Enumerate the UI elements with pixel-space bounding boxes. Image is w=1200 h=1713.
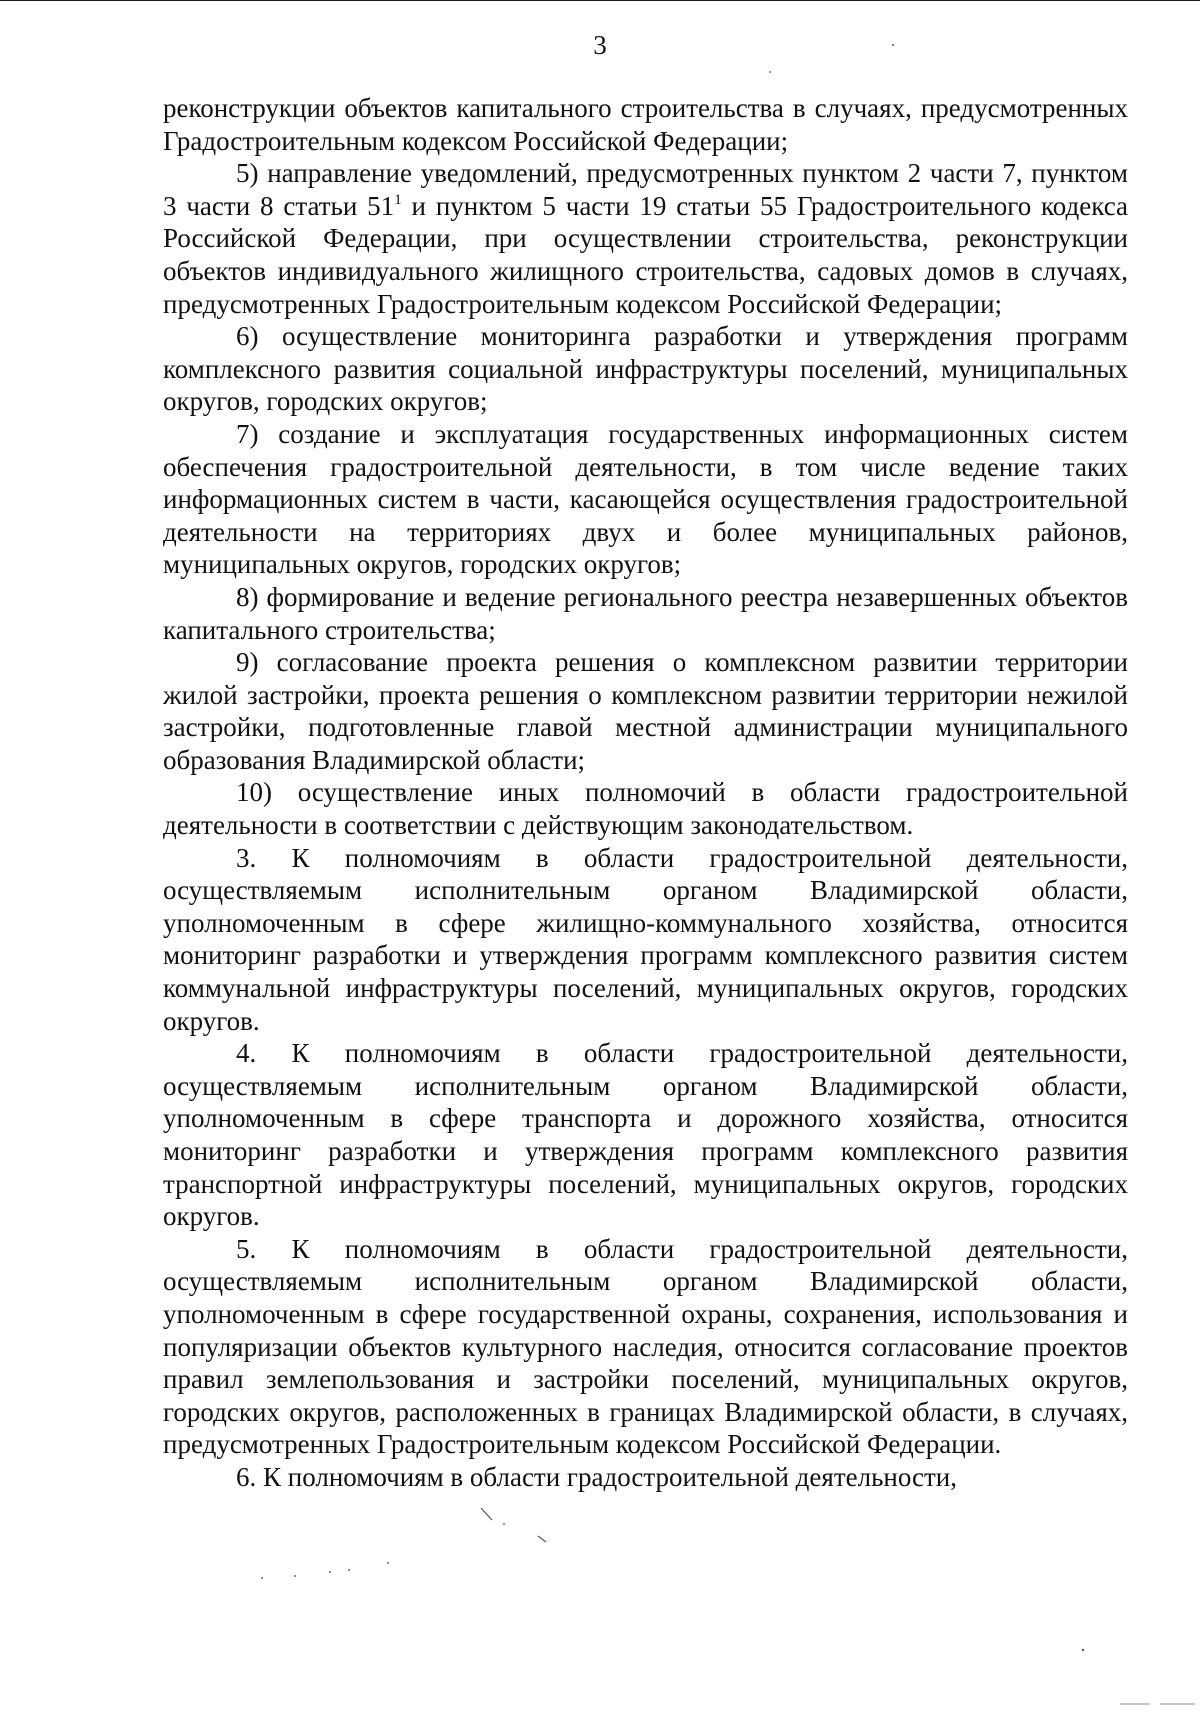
paragraph-section-6: 6. К полномочиям в области градостроительной деятельности, <box>236 1461 957 1492</box>
page-number: 3 <box>593 30 607 60</box>
paragraph-section-3: 3. К полномочиям в области градостроительной деятельности, осуществляемым исполнительным органом Владимирской области, уполномоченным в сфере жилищно-коммунального хозяйства, относится мониторинг разработки и утверждения программ комплексного развития систем коммунальной инфраструктуры поселений, муниципальных округов, городских округов. <box>163 842 1128 1036</box>
paragraph-item-10: 10) осуществление иных полномочий в области градостроительной деятельности в соответствии с действующим законодательством. <box>163 777 1128 841</box>
paragraph-section-4: 4. К полномочиям в области градостроительной деятельности, осуществляемым исполнительным органом Владимирской области, уполномоченным в сфере транспорта и дорожного хозяйства, относится мониторинг разработки и утверждения программ комплексного развития транспортной инфраструктуры поселений, муниципальных округов, городских округов. <box>163 1038 1128 1232</box>
paragraph-continuation: реконструкции объектов капитального строительства в случаях, предусмотренных Градостроительным кодексом Российской Федерации; <box>163 93 1128 156</box>
paragraph-item-5 <box>163 157 1128 320</box>
item-5-text-end: и пунктом 5 части 19 статьи 55 Градостроительного кодекса Российской Федерации, при осуществлении строительства, реконструкции объектов индивидуального жилищного строительства, садовых домов в случаях, предусмотренных Градостроительным кодексом Российской Федерации; <box>163 190 1128 319</box>
article-superscript: 1 <box>394 191 402 208</box>
top-edge-line <box>0 0 1200 1</box>
paragraph-item-9: 9) согласование проекта решения о комплексном развитии территории жилой застройки, проекта решения о комплексном развитии территории нежилой застройки, подготовленные главой местной администрации муниципального образования Владимирской области; <box>163 647 1128 775</box>
item-5-text-start: 5) направление уведомлений, предусмотренных пунктом 2 части 7, пунктом 3 части 8 статьи 51 <box>163 158 1128 221</box>
paragraph-section-5: 5. К полномочиям в области градостроительной деятельности, осуществляемым исполнительным органом Владимирской области, уполномоченным в сфере государственной охраны, сохранения, использования и популяризации объектов культурного наследия, относится согласование проектов правил землепользования и застройки поселений, муниципальных округов, городских округов, расположенных в границах Владимирской области, в случаях, предусмотренных Градостроительным кодексом Российской Федерации. <box>163 1233 1128 1460</box>
paragraph-item-7: 7) создание и эксплуатация государственных информационных систем обеспечения градостроительной деятельности, в том числе ведение таких информационных систем в части, касающейся осуществления градостроительной деятельности на территориях двух и более муниципальных районов, муниципальных округов, городских округов; <box>163 418 1128 580</box>
paragraph-item-6: 6) осуществление мониторинга разработки и утверждения программ комплексного развития социальной инфраструктуры поселений, муниципальных округов, городских округов; <box>163 321 1128 417</box>
paragraph-item-8: 8) формирование и ведение регионального реестра незавершенных объектов капитального строительства; <box>163 581 1128 645</box>
document-body <box>163 92 1128 1494</box>
